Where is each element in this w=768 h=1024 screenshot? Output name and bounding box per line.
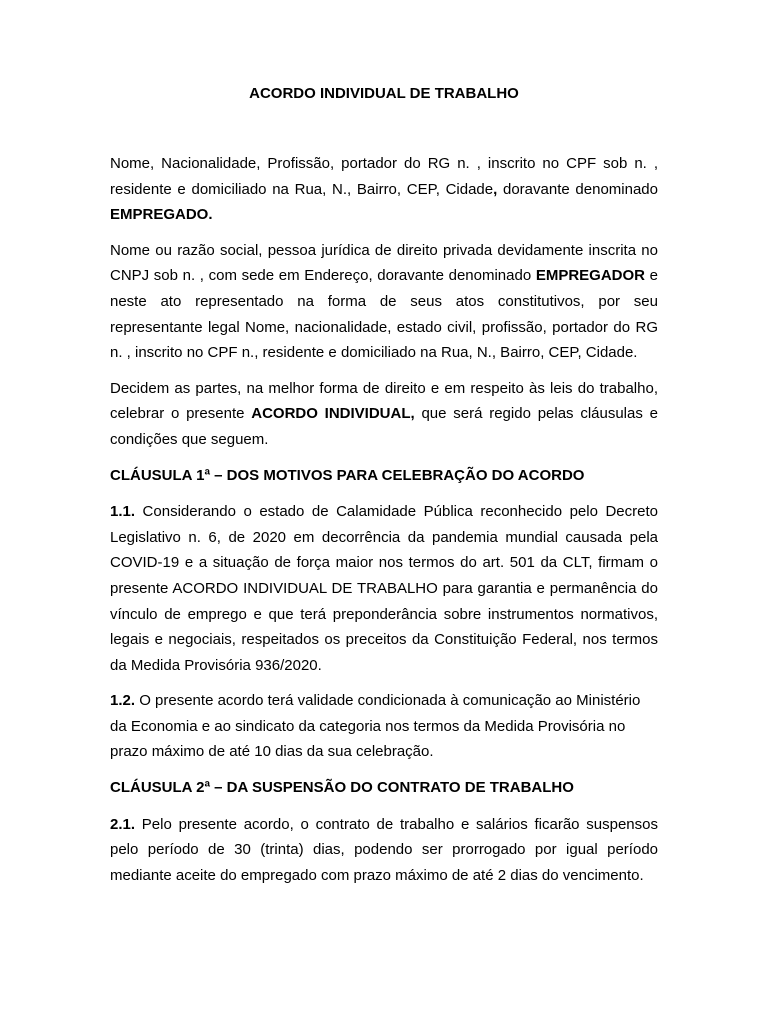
document-body <box>110 151 658 898</box>
employee-term: EMPREGADO. <box>110 206 213 224</box>
clause-1-item-2-text: O presente acordo terá validade condicionada à comunicação ao Ministério da Economia e ao sindicato da categoria nos termos da Medida Provisória no prazo máximo de até 10 dias da sua celebração. <box>110 692 641 761</box>
agreement-text-cont: que será regido pelas cláusulas e condições que seguem. <box>110 405 658 448</box>
employee-comma: , <box>493 180 498 198</box>
clause-1-item-1-text: Considerando o estado de Calamidade Pública reconhecido pelo Decreto Legislativo n. 6, de 2020 em decorrência da pandemia mundial causada pela COVID-19 e a situação de força maior nos termos do art. 501 da CLT, firmam o presente ACORDO INDIVIDUAL DE TRABALHO para garantia e permanência do vínculo de emprego e que terá preponderância sobre instrumentos normativos, legais e negociais, respeitados os preceitos da Constituição Federal, nos termos da Medida Provisória 936/2020. <box>110 503 658 674</box>
agreement-term: ACORDO INDIVIDUAL, <box>251 405 415 423</box>
employer-term: EMPREGADOR <box>535 267 646 285</box>
employer-text-cont: e neste ato representado na forma de seus atos constitutivos, por seu representante legal Nome, nacionalidade, estado civil, profissão, portador do RG n. , inscrito no CPF n., residente e domiciliado na Rua, N., Bairro, CEP, Cidade. <box>110 267 658 362</box>
clause-1-item-2 <box>110 688 658 765</box>
clause-1-heading: CLÁUSULA 1ª – DOS MOTIVOS PARA CELEBRAÇÃO DO ACORDO <box>110 466 585 484</box>
employer-paragraph <box>110 238 658 366</box>
clause-1-item-1-number: 1.1. <box>110 503 136 521</box>
document-title: ACORDO INDIVIDUAL DE TRABALHO <box>249 85 519 102</box>
clause-1-item-1 <box>110 499 658 678</box>
clause-2-item-1-text: Pelo presente acordo, o contrato de trabalho e salários ficarão suspensos pelo período de 30 (trinta) dias, podendo ser prorrogado por igual período mediante aceite do empregado com prazo máximo de até 2 dias do vencimento. <box>110 815 658 884</box>
clause-2-item-1-number: 2.1. <box>110 815 136 833</box>
employer-text: Nome ou razão social, pessoa jurídica de direito privada devidamente inscrita no CNPJ sob n. , com sede em Endereço, doravante denominado <box>110 241 658 285</box>
employee-text-cont: doravante denominado <box>497 180 658 198</box>
clause-2-heading: CLÁUSULA 2ª – DA SUSPENSÃO DO CONTRATO DE TRABALHO <box>110 779 574 797</box>
clause-2-item-1 <box>110 812 658 889</box>
employee-paragraph <box>110 151 658 228</box>
clause-1-item-2-number: 1.2. <box>110 692 136 710</box>
employee-text: Nome, Nacionalidade, Profissão, portador do RG n. , inscrito no CPF sob n. , residente e domiciliado na Rua, N., Bairro, CEP, Cidade <box>110 155 658 198</box>
agreement-paragraph <box>110 376 658 453</box>
agreement-text: Decidem as partes, na melhor forma de direito e em respeito às leis do trabalho, celebrar o presente <box>110 379 658 423</box>
